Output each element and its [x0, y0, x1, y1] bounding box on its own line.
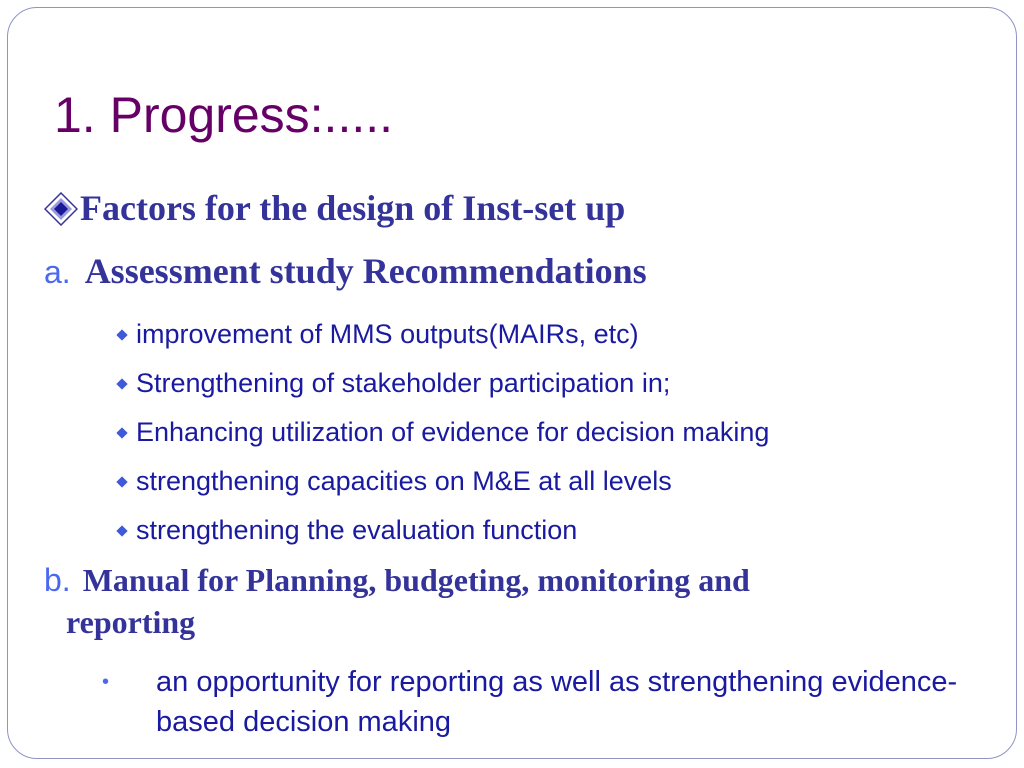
list-item — [112, 506, 769, 555]
section-a-heading — [44, 250, 647, 293]
section-b-label: Manual for Planning, budgeting, monitoring and — [82, 562, 750, 598]
section-b-label-continued: reporting — [66, 603, 196, 640]
section-a-label: Assessment study Recommendations — [84, 251, 647, 291]
section-b-bullet — [98, 662, 968, 742]
list-item-text: strengthening the evaluation function — [136, 515, 578, 545]
section-a-letter: a. — [44, 254, 71, 290]
section-b-heading — [44, 558, 944, 646]
diamond-icon — [44, 192, 78, 226]
section-a-bullets — [112, 310, 769, 555]
list-item-text: strengthening capacities on M&E at all levels — [136, 466, 672, 496]
small-diamond-icon — [116, 378, 127, 389]
slide-title: 1. Progress:..... — [54, 87, 394, 143]
main-heading — [44, 187, 625, 230]
list-item-text: Enhancing utilization of evidence for decision making — [136, 417, 770, 447]
small-diamond-icon — [116, 427, 127, 438]
list-item — [112, 408, 769, 457]
small-diamond-icon — [116, 476, 127, 487]
list-item-text: an opportunity for reporting as well as strengthening evidence-based decision making — [156, 666, 958, 738]
list-item — [112, 310, 769, 359]
small-diamond-icon — [116, 525, 127, 536]
list-item-text: improvement of MMS outputs(MAIRs, etc) — [136, 319, 639, 349]
main-heading-text: Factors for the design of Inst-set up — [80, 188, 626, 228]
list-item — [112, 359, 769, 408]
small-diamond-icon — [116, 329, 127, 340]
bullet-dot: • — [102, 671, 110, 693]
section-b-letter: b. — [44, 562, 71, 598]
list-item-text: Strengthening of stakeholder participation in; — [136, 368, 671, 398]
list-item — [112, 457, 769, 506]
